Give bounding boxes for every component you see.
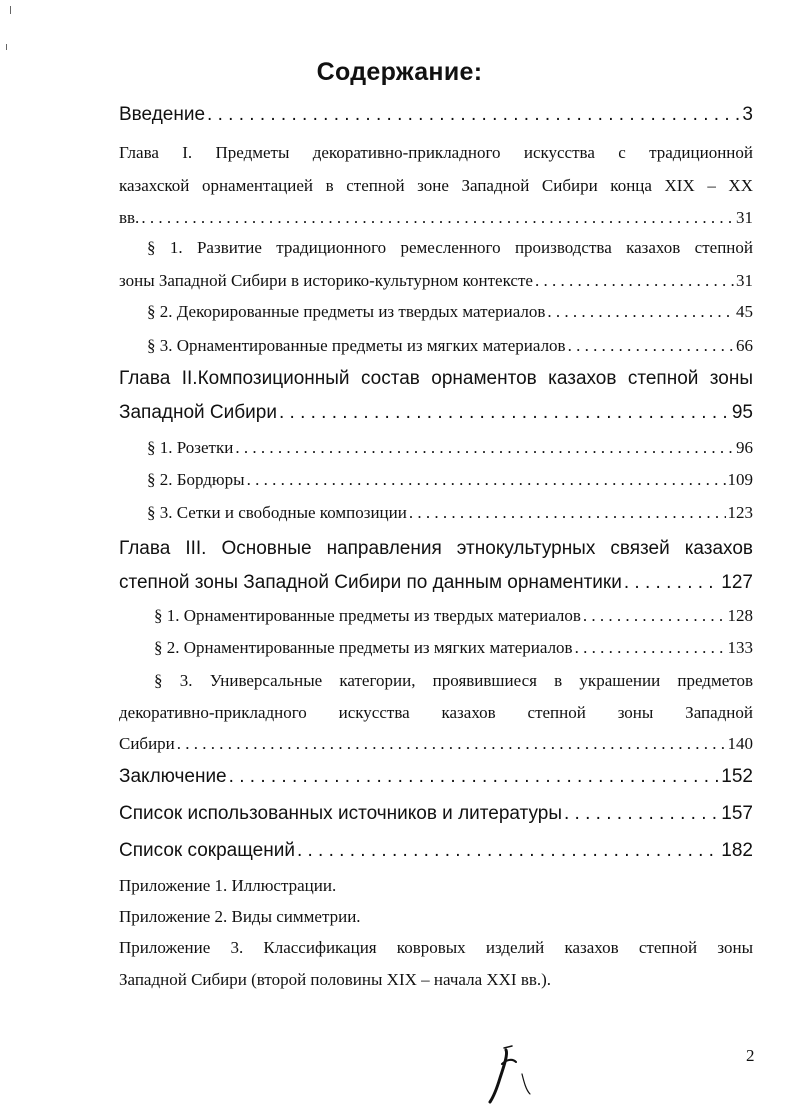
toc-entry-title: Введение	[119, 104, 206, 125]
toc-leader-dots	[141, 208, 734, 228]
toc-leader-dots	[547, 302, 734, 322]
toc-leader-dots	[297, 840, 719, 862]
toc-entry-title: вв.	[119, 208, 140, 227]
toc-ch3-s3-line1: § 3. Универсальные категории, проявившиеся в украшении предметов	[154, 671, 753, 690]
toc-chapter1-line2: казахской орнаментацией в степной зоне Западной Сибири конца XIX – XX	[119, 176, 753, 195]
toc-entry-title: Список сокращений	[119, 840, 295, 861]
toc-entry-title: § 2. Бордюры	[147, 470, 245, 489]
toc-leader-dots	[247, 470, 726, 490]
toc-leader-dots	[583, 606, 726, 626]
toc-entry-page: 123	[727, 503, 753, 522]
toc-entry-title: § 1. Орнаментированные предметы из твердых материалов	[154, 606, 581, 625]
toc-entry-title: Сибири	[119, 734, 175, 753]
toc-entry-chapter3	[119, 572, 753, 594]
toc-entry-page: 45	[736, 302, 753, 321]
toc-entry-page: 152	[721, 766, 753, 787]
toc-entry-page: 109	[727, 470, 753, 489]
toc-entry-title: степной зоны Западной Сибири по данным орнаментики	[119, 572, 622, 593]
toc-entry-page: 182	[721, 840, 753, 861]
toc-entry-conclusion	[119, 766, 753, 788]
toc-entry-page: 157	[721, 803, 753, 824]
toc-entry-title: зоны Западной Сибири в историко-культурном контексте	[119, 271, 533, 290]
toc-entry-title: § 2. Декорированные предметы из твердых материалов	[147, 302, 546, 321]
toc-entry-page: 133	[727, 638, 753, 657]
scan-mark	[10, 6, 11, 14]
page-title: Содержание:	[316, 58, 483, 86]
toc-entry-page: 31	[736, 271, 753, 290]
toc-entry-title: § 2. Орнаментированные предметы из мягких материалов	[154, 638, 573, 657]
toc-ch1-s1-line1: § 1. Развитие традиционного ремесленного производства казахов степной	[147, 238, 753, 257]
toc-entry-page: 66	[736, 336, 753, 355]
toc-entry-ch3-s3	[119, 734, 753, 754]
toc-entry-ch3-s1	[154, 606, 753, 626]
toc-entry-title: Западной Сибири	[119, 402, 277, 423]
toc-entry-page: 31	[736, 208, 753, 227]
toc-entry-title: § 3. Сетки и свободные композиции	[147, 503, 407, 522]
toc-chapter3-line1: Глава III. Основные направления этнокультурных связей казахов	[119, 538, 753, 559]
toc-chapter2-line1: Глава II.Композиционный состав орнаментов казахов степной зоны	[119, 368, 753, 389]
toc-entry-page: 127	[721, 572, 753, 593]
toc-entry-ch1-s3	[147, 336, 753, 356]
toc-leader-dots	[409, 503, 726, 523]
toc-entry-intro	[119, 104, 753, 126]
toc-leader-dots	[535, 271, 734, 291]
scan-mark	[6, 44, 7, 50]
toc-entry-sources	[119, 803, 753, 825]
toc-leader-dots	[624, 572, 719, 594]
toc-entry-page: 3	[742, 104, 753, 125]
toc-entry-ch1-s2	[147, 302, 753, 322]
toc-chapter1-line1: Глава I. Предметы декоративно-прикладного искусства с традиционной	[119, 143, 753, 162]
toc-entry-ch2-s1	[147, 438, 753, 458]
toc-entry-ch2-s3	[147, 503, 753, 523]
toc-leader-dots	[568, 336, 734, 356]
toc-entry-title: Заключение	[119, 766, 227, 787]
signature-scribble	[482, 1044, 542, 1104]
toc-leader-dots	[564, 803, 719, 825]
toc-appendix-1: Приложение 1. Иллюстрации.	[119, 876, 337, 895]
toc-entry-page: 95	[731, 402, 753, 423]
toc-appendix-2: Приложение 2. Виды симметрии.	[119, 907, 361, 926]
page-number: 2	[746, 1046, 755, 1065]
toc-leader-dots	[235, 438, 734, 458]
toc-leader-dots	[207, 104, 740, 126]
toc-ch3-s3-line2: декоративно-прикладного искусства казахов степной зоны Западной	[119, 703, 753, 722]
toc-appendix-3-line2: Западной Сибири (второй половины XIX – начала XXI вв.).	[119, 970, 552, 989]
toc-leader-dots	[177, 734, 726, 754]
toc-appendix-3-line1: Приложение 3. Классификация ковровых изделий казахов степной зоны	[119, 938, 753, 957]
toc-entry-page: 140	[727, 734, 753, 753]
toc-entry-chapter1	[119, 208, 753, 228]
toc-entry-ch2-s2	[147, 470, 753, 490]
toc-entry-page: 128	[727, 606, 753, 625]
toc-leader-dots	[279, 402, 730, 424]
toc-entry-ch3-s2	[154, 638, 753, 658]
toc-entry-chapter2	[119, 402, 753, 424]
toc-leader-dots	[575, 638, 726, 658]
toc-entry-title: § 1. Розетки	[147, 438, 234, 457]
toc-entry-abbrev	[119, 840, 753, 862]
toc-entry-ch1-s1	[119, 271, 753, 291]
toc-leader-dots	[229, 766, 720, 788]
toc-entry-page: 96	[736, 438, 753, 457]
toc-entry-title: § 3. Орнаментированные предметы из мягких материалов	[147, 336, 566, 355]
toc-entry-title: Список использованных источников и литературы	[119, 803, 562, 824]
